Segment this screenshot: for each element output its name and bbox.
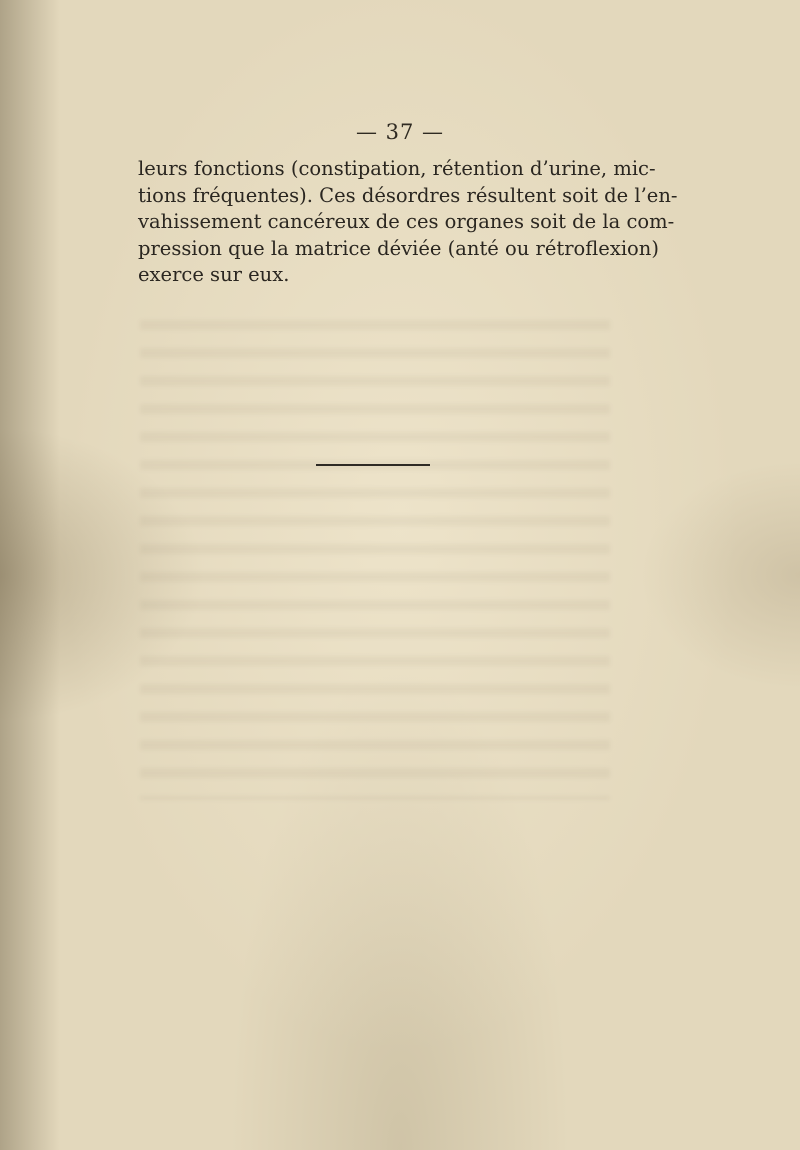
page-number: — 37 — xyxy=(355,120,445,144)
body-paragraph xyxy=(138,156,678,289)
text-line: tions fréquentes). Ces désordres résultent soit de l’en- xyxy=(138,183,678,207)
show-through-text xyxy=(140,320,610,800)
page-edge-shadow xyxy=(0,0,60,1150)
text-line: pression que la matrice déviée (anté ou rétroflexion) xyxy=(138,236,659,260)
section-separator-rule xyxy=(316,464,430,466)
text-line: exerce sur eux. xyxy=(138,263,290,286)
text-line: vahissement cancéreux de ces organes soit de la com- xyxy=(138,210,675,233)
text-line: leurs fonctions (constipation, rétention d’urine, mic- xyxy=(138,157,656,180)
